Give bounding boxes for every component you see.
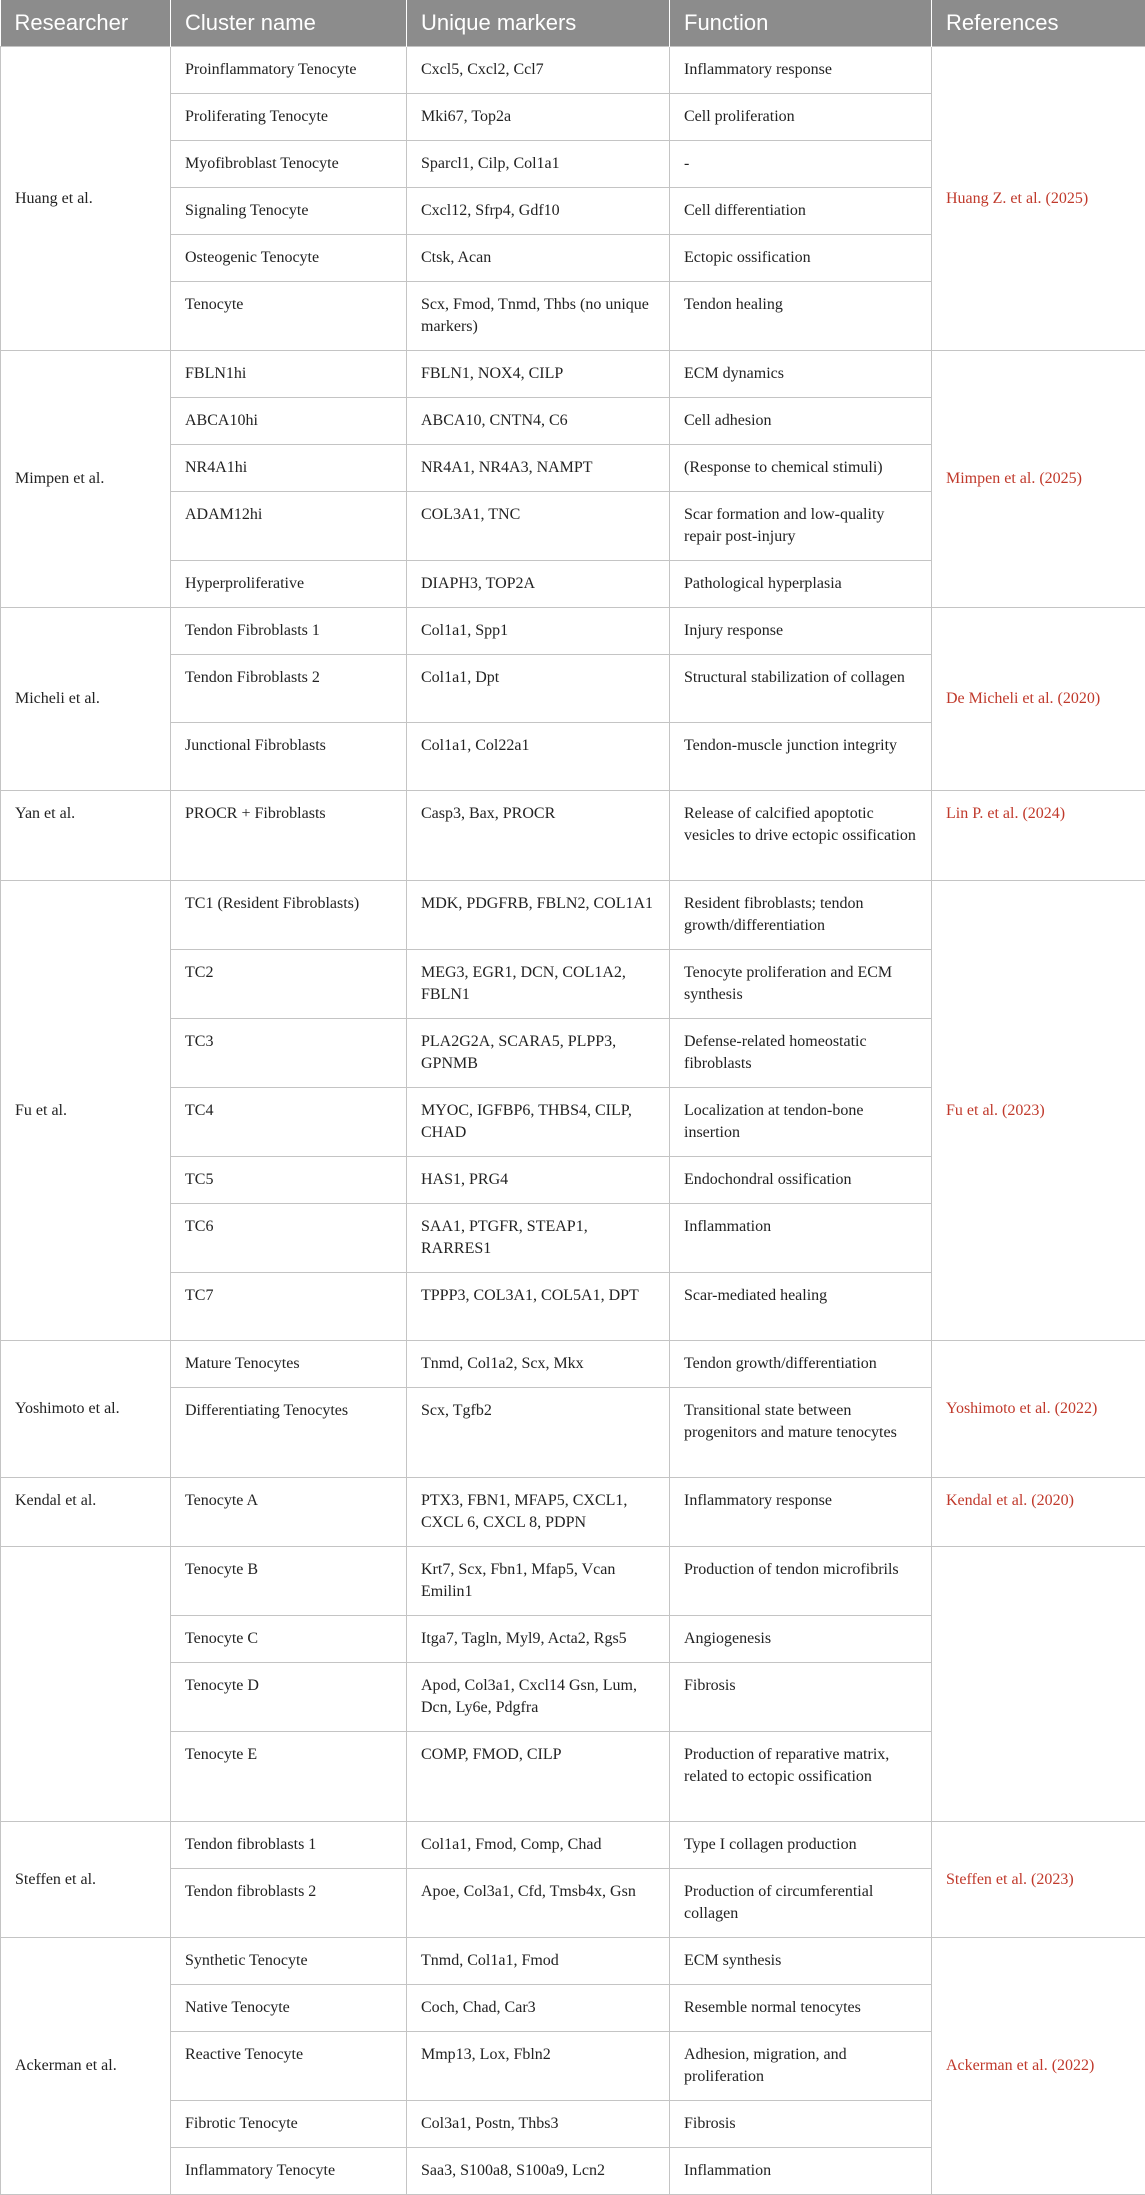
cluster-cell: Tendon fibroblasts 1 — [171, 1822, 407, 1869]
reference-cell — [932, 1547, 1145, 1822]
cluster-cell: TC5 — [171, 1157, 407, 1204]
table-body — [1, 47, 1145, 2195]
reference-link[interactable]: Yoshimoto et al. (2022) — [932, 1341, 1145, 1478]
markers-cell: Tnmd, Col1a1, Fmod — [407, 1938, 670, 1985]
cluster-cell: Proinflammatory Tenocyte — [171, 47, 407, 94]
table-header — [1, 0, 1145, 47]
header-function: Function — [670, 0, 932, 47]
cluster-cell: TC7 — [171, 1273, 407, 1341]
function-cell: Type I collagen production — [670, 1822, 932, 1869]
table-row — [1, 1938, 1145, 1985]
table-row — [1, 881, 1145, 950]
researcher-cell — [1, 1547, 171, 1822]
markers-cell: Itga7, Tagln, Myl9, Acta2, Rgs5 — [407, 1616, 670, 1663]
cluster-cell: Signaling Tenocyte — [171, 188, 407, 235]
function-cell: Transitional state between progenitors and mature tenocytes — [670, 1388, 932, 1478]
function-cell: Cell proliferation — [670, 94, 932, 141]
markers-cell: PLA2G2A, SCARA5, PLPP3, GPNMB — [407, 1019, 670, 1088]
table-row — [1, 1547, 1145, 1616]
table-row — [1, 47, 1145, 94]
cluster-cell: Proliferating Tenocyte — [171, 94, 407, 141]
researcher-cell: Mimpen et al. — [1, 351, 171, 608]
cluster-cell: TC2 — [171, 950, 407, 1019]
cluster-cell: Synthetic Tenocyte — [171, 1938, 407, 1985]
reference-link[interactable]: Steffen et al. (2023) — [932, 1822, 1145, 1938]
function-cell: Production of reparative matrix, related to ectopic ossification — [670, 1732, 932, 1822]
cluster-cell: Fibrotic Tenocyte — [171, 2101, 407, 2148]
markers-cell: Mki67, Top2a — [407, 94, 670, 141]
function-cell: Inflammation — [670, 1204, 932, 1273]
table-row — [1, 1822, 1145, 1869]
function-cell: Resident fibroblasts; tendon growth/differentiation — [670, 881, 932, 950]
markers-cell: Casp3, Bax, PROCR — [407, 791, 670, 881]
function-cell: Adhesion, migration, and proliferation — [670, 2032, 932, 2101]
reference-link[interactable]: Fu et al. (2023) — [932, 881, 1145, 1341]
header-cluster-name: Cluster name — [171, 0, 407, 47]
function-cell: Tenocyte proliferation and ECM synthesis — [670, 950, 932, 1019]
header-researcher: Researcher — [1, 0, 171, 47]
function-cell: Release of calcified apoptotic vesicles to drive ectopic ossification — [670, 791, 932, 881]
researcher-cell: Micheli et al. — [1, 608, 171, 791]
cluster-cell: TC3 — [171, 1019, 407, 1088]
function-cell: Fibrosis — [670, 1663, 932, 1732]
cluster-cell: Tenocyte D — [171, 1663, 407, 1732]
cluster-cell: Junctional Fibroblasts — [171, 723, 407, 791]
function-cell: Cell differentiation — [670, 188, 932, 235]
markers-cell: DIAPH3, TOP2A — [407, 561, 670, 608]
markers-cell: Col1a1, Fmod, Comp, Chad — [407, 1822, 670, 1869]
cluster-cell: ADAM12hi — [171, 492, 407, 561]
function-cell: ECM dynamics — [670, 351, 932, 398]
reference-link[interactable]: Kendal et al. (2020) — [932, 1478, 1145, 1547]
markers-cell: Scx, Tgfb2 — [407, 1388, 670, 1478]
table-row — [1, 791, 1145, 881]
function-cell: Injury response — [670, 608, 932, 655]
function-cell: Inflammatory response — [670, 1478, 932, 1547]
markers-cell: Col1a1, Col22a1 — [407, 723, 670, 791]
cluster-cell: TC6 — [171, 1204, 407, 1273]
cluster-cell: Tendon Fibroblasts 2 — [171, 655, 407, 723]
cluster-cell: Differentiating Tenocytes — [171, 1388, 407, 1478]
header-unique-markers: Unique markers — [407, 0, 670, 47]
function-cell: Scar-mediated healing — [670, 1273, 932, 1341]
function-cell: Inflammation — [670, 2148, 932, 2195]
cluster-cell: Reactive Tenocyte — [171, 2032, 407, 2101]
researcher-cell: Ackerman et al. — [1, 1938, 171, 2195]
markers-cell: MEG3, EGR1, DCN, COL1A2, FBLN1 — [407, 950, 670, 1019]
function-cell: Endochondral ossification — [670, 1157, 932, 1204]
markers-cell: Col1a1, Dpt — [407, 655, 670, 723]
header-references: References — [932, 0, 1145, 47]
reference-link[interactable]: Ackerman et al. (2022) — [932, 1938, 1145, 2195]
function-cell: Angiogenesis — [670, 1616, 932, 1663]
markers-cell: COL3A1, TNC — [407, 492, 670, 561]
markers-cell: Tnmd, Col1a2, Scx, Mkx — [407, 1341, 670, 1388]
markers-cell: COMP, FMOD, CILP — [407, 1732, 670, 1822]
markers-cell: Cxcl5, Cxcl2, Ccl7 — [407, 47, 670, 94]
function-cell: (Response to chemical stimuli) — [670, 445, 932, 492]
markers-cell: PTX3, FBN1, MFAP5, CXCL1, CXCL 6, CXCL 8, PDPN — [407, 1478, 670, 1547]
markers-cell: Mmp13, Lox, Fbln2 — [407, 2032, 670, 2101]
reference-link[interactable]: Lin P. et al. (2024) — [932, 791, 1145, 881]
reference-link[interactable]: Huang Z. et al. (2025) — [932, 47, 1145, 351]
function-cell: - — [670, 141, 932, 188]
cluster-cell: Hyperproliferative — [171, 561, 407, 608]
researcher-cell: Steffen et al. — [1, 1822, 171, 1938]
function-cell: Ectopic ossification — [670, 235, 932, 282]
markers-cell: Col3a1, Postn, Thbs3 — [407, 2101, 670, 2148]
cluster-cell: Mature Tenocytes — [171, 1341, 407, 1388]
function-cell: Defense-related homeostatic fibroblasts — [670, 1019, 932, 1088]
markers-cell: Coch, Chad, Car3 — [407, 1985, 670, 2032]
function-cell: Scar formation and low-quality repair post-injury — [670, 492, 932, 561]
function-cell: Fibrosis — [670, 2101, 932, 2148]
researcher-cell: Fu et al. — [1, 881, 171, 1341]
reference-link[interactable]: De Micheli et al. (2020) — [932, 608, 1145, 791]
cluster-cell: Osteogenic Tenocyte — [171, 235, 407, 282]
cluster-cell: FBLN1hi — [171, 351, 407, 398]
researcher-cell: Kendal et al. — [1, 1478, 171, 1547]
reference-link[interactable]: Mimpen et al. (2025) — [932, 351, 1145, 608]
markers-cell: TPPP3, COL3A1, COL5A1, DPT — [407, 1273, 670, 1341]
markers-cell: Ctsk, Acan — [407, 235, 670, 282]
markers-cell: Sparcl1, Cilp, Col1a1 — [407, 141, 670, 188]
markers-cell: SAA1, PTGFR, STEAP1, RARRES1 — [407, 1204, 670, 1273]
function-cell: Tendon healing — [670, 282, 932, 351]
table-row — [1, 1341, 1145, 1388]
cluster-cell: Tenocyte E — [171, 1732, 407, 1822]
markers-cell: Apod, Col3a1, Cxcl14 Gsn, Lum, Dcn, Ly6e, Pdgfra — [407, 1663, 670, 1732]
function-cell: ECM synthesis — [670, 1938, 932, 1985]
function-cell: Production of tendon microfibrils — [670, 1547, 932, 1616]
markers-cell: NR4A1, NR4A3, NAMPT — [407, 445, 670, 492]
markers-cell: Saa3, S100a8, S100a9, Lcn2 — [407, 2148, 670, 2195]
markers-cell: Col1a1, Spp1 — [407, 608, 670, 655]
researcher-cell: Yoshimoto et al. — [1, 1341, 171, 1478]
cluster-cell: Tendon Fibroblasts 1 — [171, 608, 407, 655]
markers-cell: Scx, Fmod, Tnmd, Thbs (no unique markers) — [407, 282, 670, 351]
table-row — [1, 608, 1145, 655]
markers-cell: FBLN1, NOX4, CILP — [407, 351, 670, 398]
function-cell: Resemble normal tenocytes — [670, 1985, 932, 2032]
cluster-cell: TC1 (Resident Fibroblasts) — [171, 881, 407, 950]
function-cell: Tendon growth/differentiation — [670, 1341, 932, 1388]
markers-cell: MDK, PDGFRB, FBLN2, COL1A1 — [407, 881, 670, 950]
cluster-cell: NR4A1hi — [171, 445, 407, 492]
researcher-cell: Yan et al. — [1, 791, 171, 881]
cluster-cell: Tenocyte C — [171, 1616, 407, 1663]
markers-cell: ABCA10, CNTN4, C6 — [407, 398, 670, 445]
markers-cell: Cxcl12, Sfrp4, Gdf10 — [407, 188, 670, 235]
function-cell: Localization at tendon-bone insertion — [670, 1088, 932, 1157]
researcher-cell: Huang et al. — [1, 47, 171, 351]
cluster-cell: Native Tenocyte — [171, 1985, 407, 2032]
markers-cell: Krt7, Scx, Fbn1, Mfap5, Vcan Emilin1 — [407, 1547, 670, 1616]
cluster-cell: Tenocyte A — [171, 1478, 407, 1547]
cluster-cell: Inflammatory Tenocyte — [171, 2148, 407, 2195]
function-cell: Inflammatory response — [670, 47, 932, 94]
cluster-cell: Myofibroblast Tenocyte — [171, 141, 407, 188]
markers-cell: HAS1, PRG4 — [407, 1157, 670, 1204]
function-cell: Production of circumferential collagen — [670, 1869, 932, 1938]
table-row — [1, 1478, 1145, 1547]
cluster-cell: Tenocyte — [171, 282, 407, 351]
function-cell: Structural stabilization of collagen — [670, 655, 932, 723]
function-cell: Pathological hyperplasia — [670, 561, 932, 608]
cluster-cell: Tenocyte B — [171, 1547, 407, 1616]
cluster-cell: ABCA10hi — [171, 398, 407, 445]
cluster-cell: TC4 — [171, 1088, 407, 1157]
markers-cell: MYOC, IGFBP6, THBS4, CILP, CHAD — [407, 1088, 670, 1157]
function-cell: Tendon-muscle junction integrity — [670, 723, 932, 791]
table-row — [1, 351, 1145, 398]
cluster-cell: Tendon fibroblasts 2 — [171, 1869, 407, 1938]
markers-cell: Apoe, Col3a1, Cfd, Tmsb4x, Gsn — [407, 1869, 670, 1938]
cluster-cell: PROCR + Fibroblasts — [171, 791, 407, 881]
function-cell: Cell adhesion — [670, 398, 932, 445]
